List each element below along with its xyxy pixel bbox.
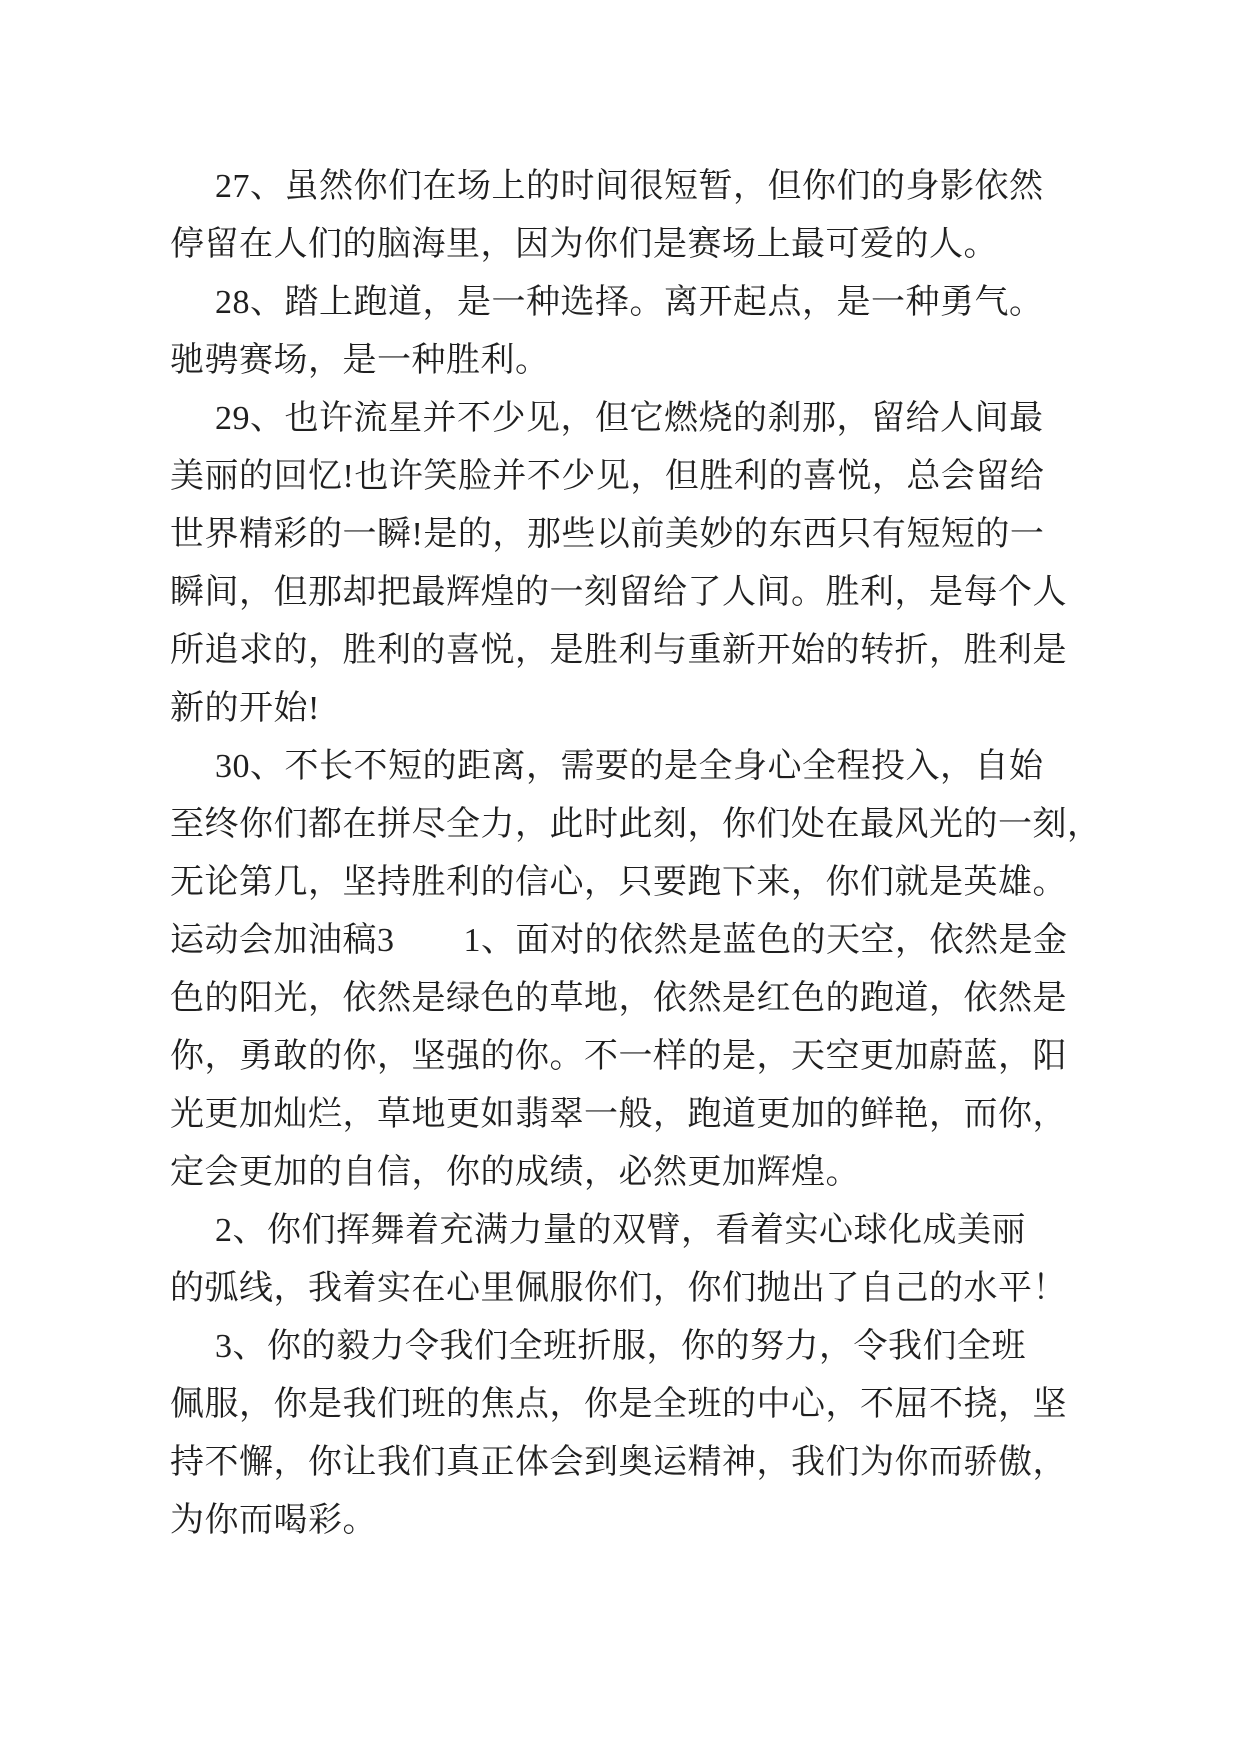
text-line: 至终你们都在拼尽全力，此时此刻，你们处在最风光的一刻， <box>170 806 1102 843</box>
text-line: 30、不长不短的距离，需要的是全身心全程投入，自始 <box>215 748 1044 785</box>
text-line: 瞬间，但那却把最辉煌的一刻留给了人间。胜利，是每个人 <box>170 574 1067 611</box>
text-line: 27、虽然你们在场上的时间很短暂，但你们的身影依然 <box>215 168 1044 205</box>
text-line: 新的开始! <box>170 690 320 727</box>
text-line: 美丽的回忆!也许笑脸并不少见，但胜利的喜悦，总会留给 <box>170 458 1045 495</box>
text-line: 为你而喝彩。 <box>170 1502 377 1539</box>
text-line: 世界精彩的一瞬!是的，那些以前美妙的东西只有短短的一 <box>170 516 1045 553</box>
document-body <box>170 158 1130 1550</box>
text-line: 运动会加油稿3 1、面对的依然是蓝色的天空，依然是金 <box>170 922 1068 959</box>
text-line: 驰骋赛场，是一种胜利。 <box>170 342 550 379</box>
text-line: 29、也许流星并不少见，但它燃烧的刹那，留给人间最 <box>215 400 1044 437</box>
text-line: 佩服，你是我们班的焦点，你是全班的中心，不屈不挠，坚 <box>170 1386 1067 1423</box>
text-line: 的弧线，我着实在心里佩服你们，你们抛出了自己的水平！ <box>170 1270 1067 1307</box>
text-line: 停留在人们的脑海里，因为你们是赛场上最可爱的人。 <box>170 226 998 263</box>
text-line: 色的阳光，依然是绿色的草地，依然是红色的跑道，依然是 <box>170 980 1067 1017</box>
text-line: 你，勇敢的你，坚强的你。不一样的是，天空更加蔚蓝，阳 <box>170 1038 1067 1075</box>
text-line: 光更加灿烂，草地更如翡翠一般，跑道更加的鲜艳，而你， <box>170 1096 1067 1133</box>
text-line: 2、你们挥舞着充满力量的双臂，看着实心球化成美丽 <box>215 1212 1026 1249</box>
text-line: 3、你的毅力令我们全班折服，你的努力，令我们全班 <box>215 1328 1026 1365</box>
text-line: 无论第几，坚持胜利的信心，只要跑下来，你们就是英雄。 <box>170 864 1067 901</box>
text-line: 所追求的，胜利的喜悦，是胜利与重新开始的转折，胜利是 <box>170 632 1067 669</box>
text-line: 28、踏上跑道，是一种选择。离开起点，是一种勇气。 <box>215 284 1044 321</box>
text-line: 持不懈，你让我们真正体会到奥运精神，我们为你而骄傲， <box>170 1444 1067 1481</box>
text-line: 定会更加的自信，你的成绩，必然更加辉煌。 <box>170 1154 860 1191</box>
